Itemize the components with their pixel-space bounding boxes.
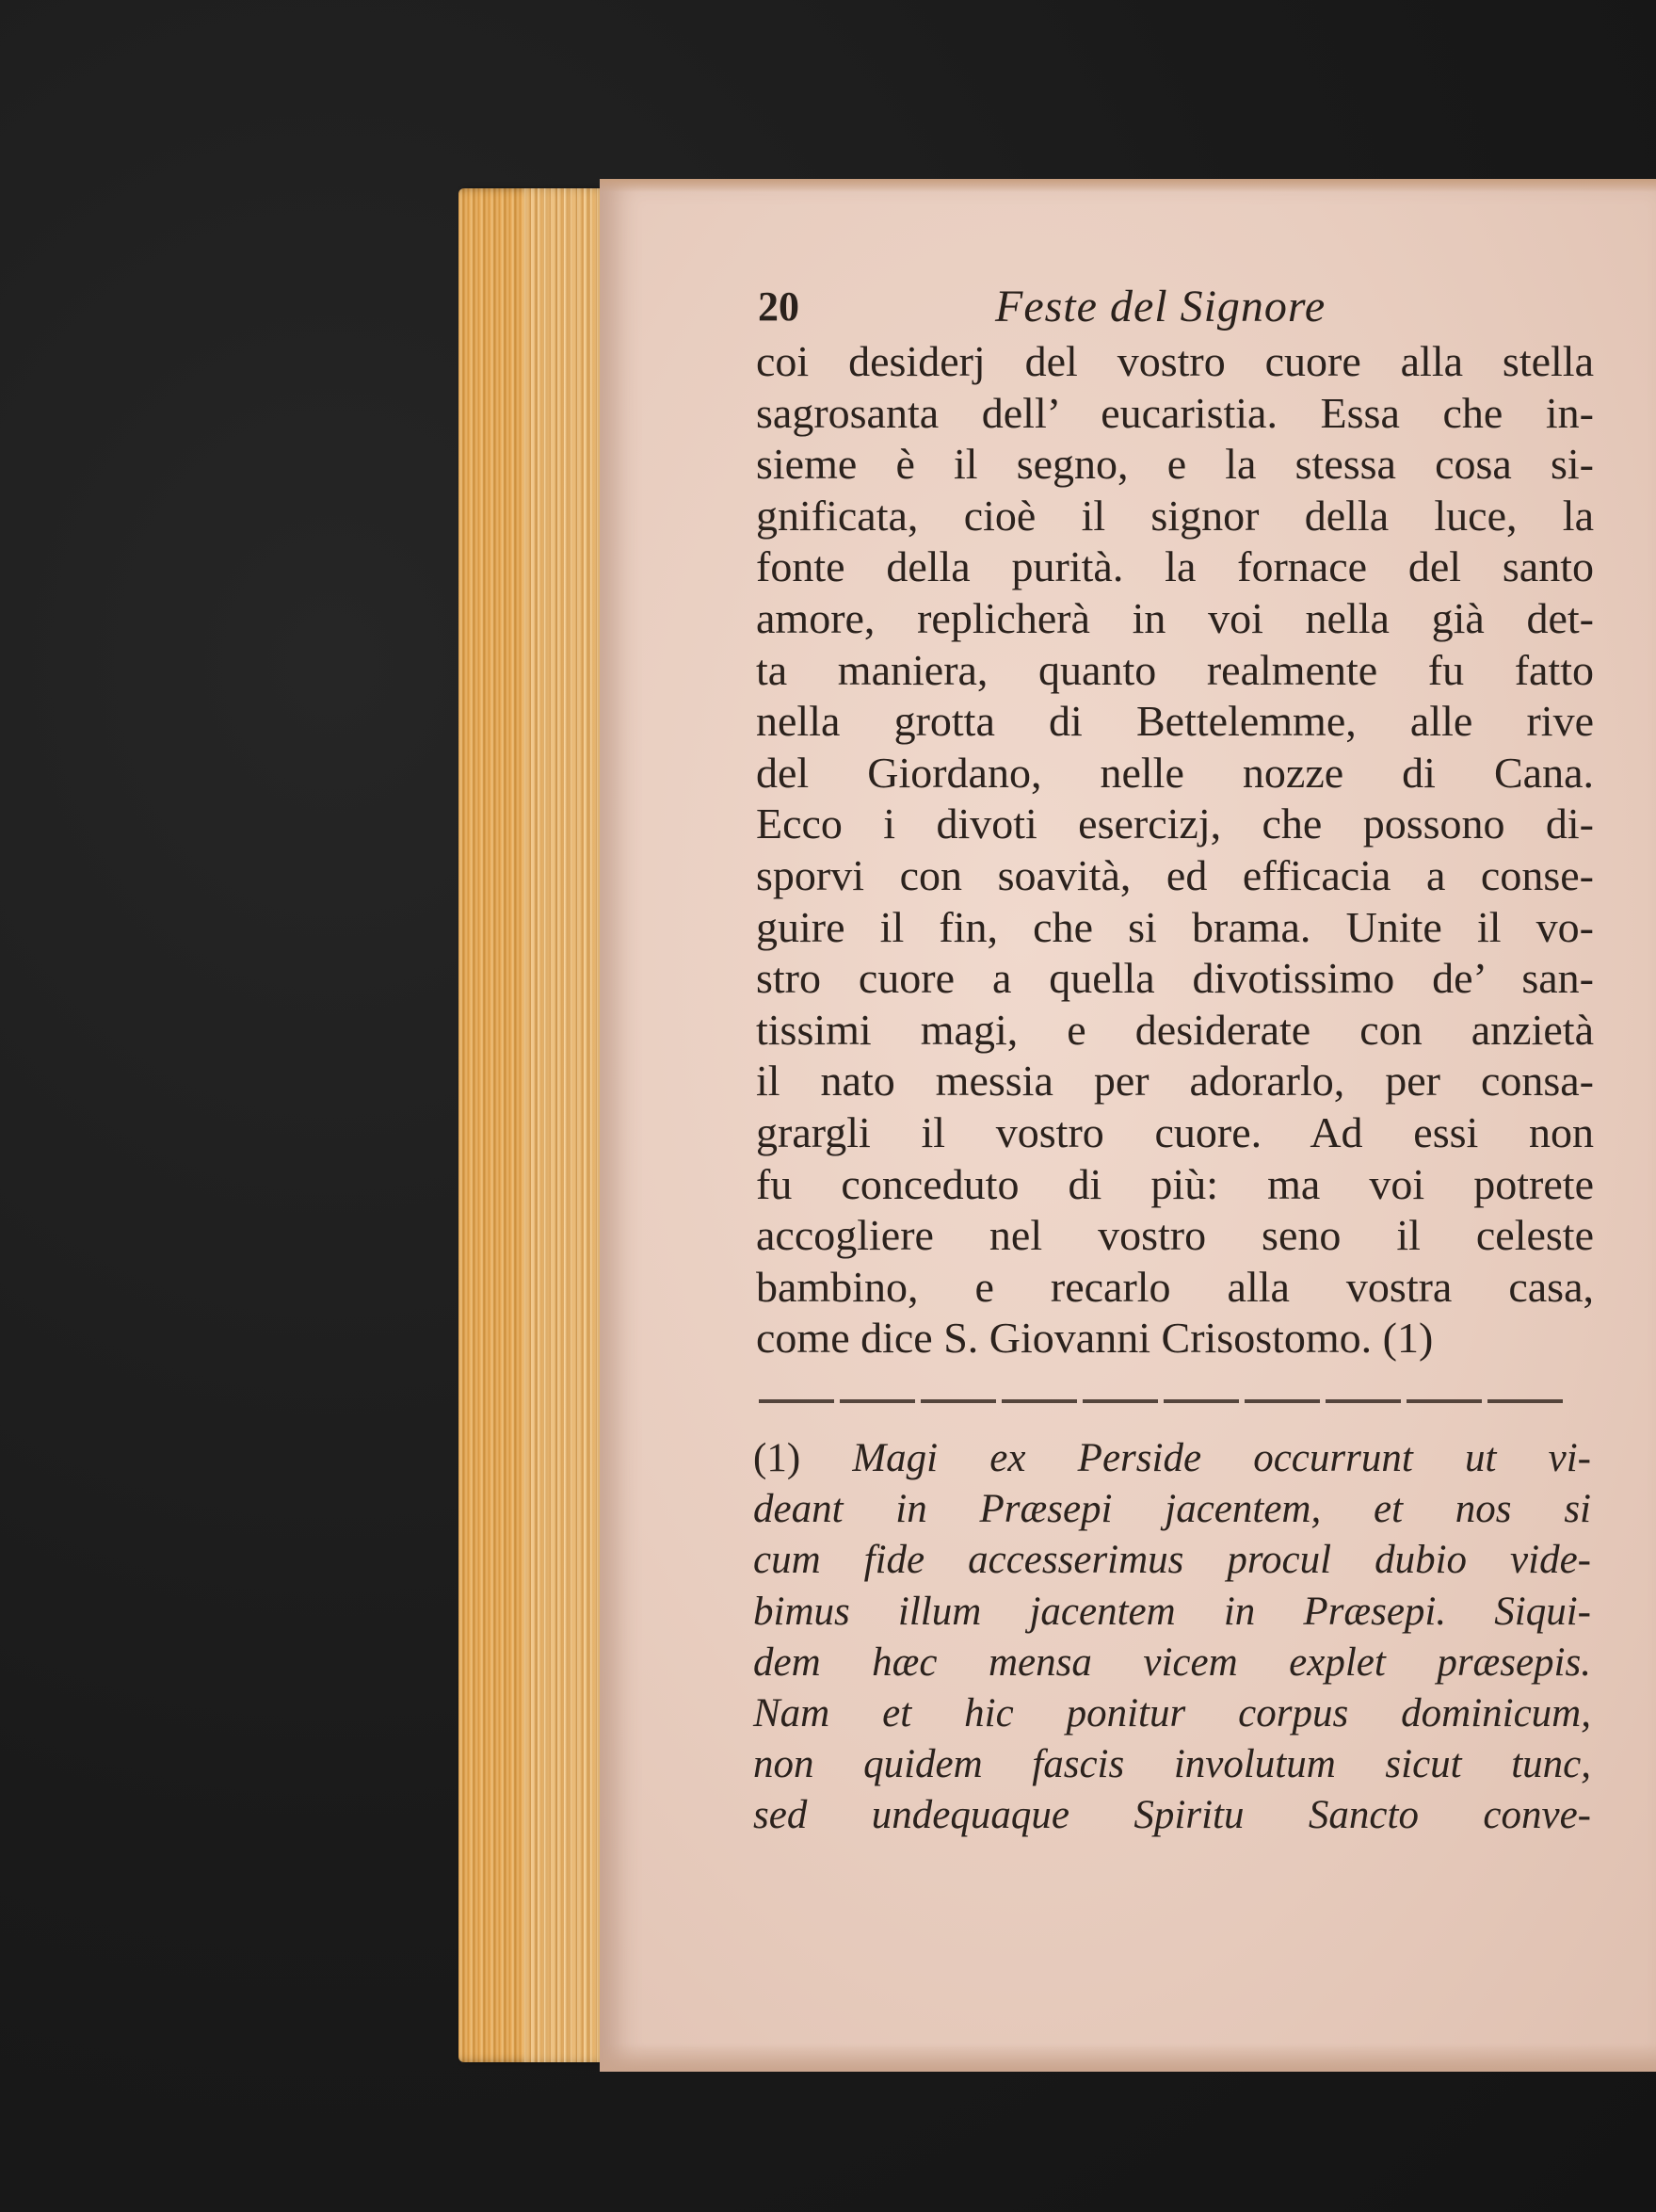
body-text	[756, 336, 1594, 1364]
footnote-line: Nam et hic ponitur corpus dominicum,	[753, 1690, 1591, 1736]
text-line: sieme è il segno, e la stessa cosa si-	[756, 440, 1594, 489]
text-line: il nato messia per adorarlo, per consa-	[756, 1057, 1594, 1106]
text-line: sporvi con soavità, ed efficacia a conse-	[756, 850, 1594, 899]
text-line: stro cuore a quella divotissimo de’ san-	[756, 954, 1594, 1003]
footnote-line: deant in Præsepi jacentem, et nos si	[753, 1487, 1591, 1532]
text-line: sagrosanta dell’ eucaristia. Essa che in-	[756, 388, 1594, 437]
text-line: grargli il vostro cuore. Ad essi non	[756, 1107, 1594, 1156]
footnote-first-line: Magi ex Perside occurrunt ut vi-	[852, 1436, 1591, 1480]
text-line: fonte della purità. la fornace del santo	[756, 542, 1594, 591]
footnote-line: sed undequaque Spiritu Sancto conve-	[753, 1793, 1591, 1838]
page-edges	[458, 188, 609, 2062]
text-line: amore, replicherà in voi nella già det-	[756, 593, 1594, 642]
footnote-line: non quidem fascis involutum sicut tunc,	[753, 1742, 1591, 1787]
text-line: ta maniera, quanto realmente fu fatto	[756, 645, 1594, 694]
footnote-marker: (1)	[753, 1436, 801, 1480]
footnote-line: cum fide accesserimus procul dubio vide-	[753, 1538, 1591, 1583]
footnote-separator	[759, 1399, 1568, 1403]
text-line: guire il fin, che si brama. Unite il vo-	[756, 902, 1594, 951]
text-line: del Giordano, nelle nozze di Cana.	[756, 748, 1594, 797]
text-line: tissimi magi, e desiderate con anzietà	[756, 1005, 1594, 1054]
footnote	[753, 1433, 1591, 1842]
page-header	[758, 281, 1605, 337]
page-number: 20	[758, 283, 799, 330]
text-line: gnificata, cioè il signor della luce, la	[756, 491, 1594, 540]
text-line: accogliere nel vostro seno il celeste	[756, 1211, 1594, 1260]
text-line: fu conceduto di più: ma voi potrete	[756, 1159, 1594, 1208]
text-line: come dice S. Giovanni Crisostomo. (1)	[756, 1314, 1434, 1363]
running-head: Feste del Signore	[995, 282, 1326, 331]
footnote-line: bimus illum jacentem in Præsepi. Siqui-	[753, 1589, 1591, 1634]
footnote-line: dem hæc mensa vicem explet præsepis.	[753, 1639, 1591, 1685]
text-line: coi desiderj del vostro cuore alla stella	[756, 337, 1594, 385]
text-line: bambino, e recarlo alla vostra casa,	[756, 1262, 1594, 1311]
text-line: nella grotta di Bettelemme, alle rive	[756, 697, 1594, 746]
footnote-line	[753, 1433, 1591, 1484]
text-line: Ecco i divoti esercizj, che possono di-	[756, 799, 1594, 848]
